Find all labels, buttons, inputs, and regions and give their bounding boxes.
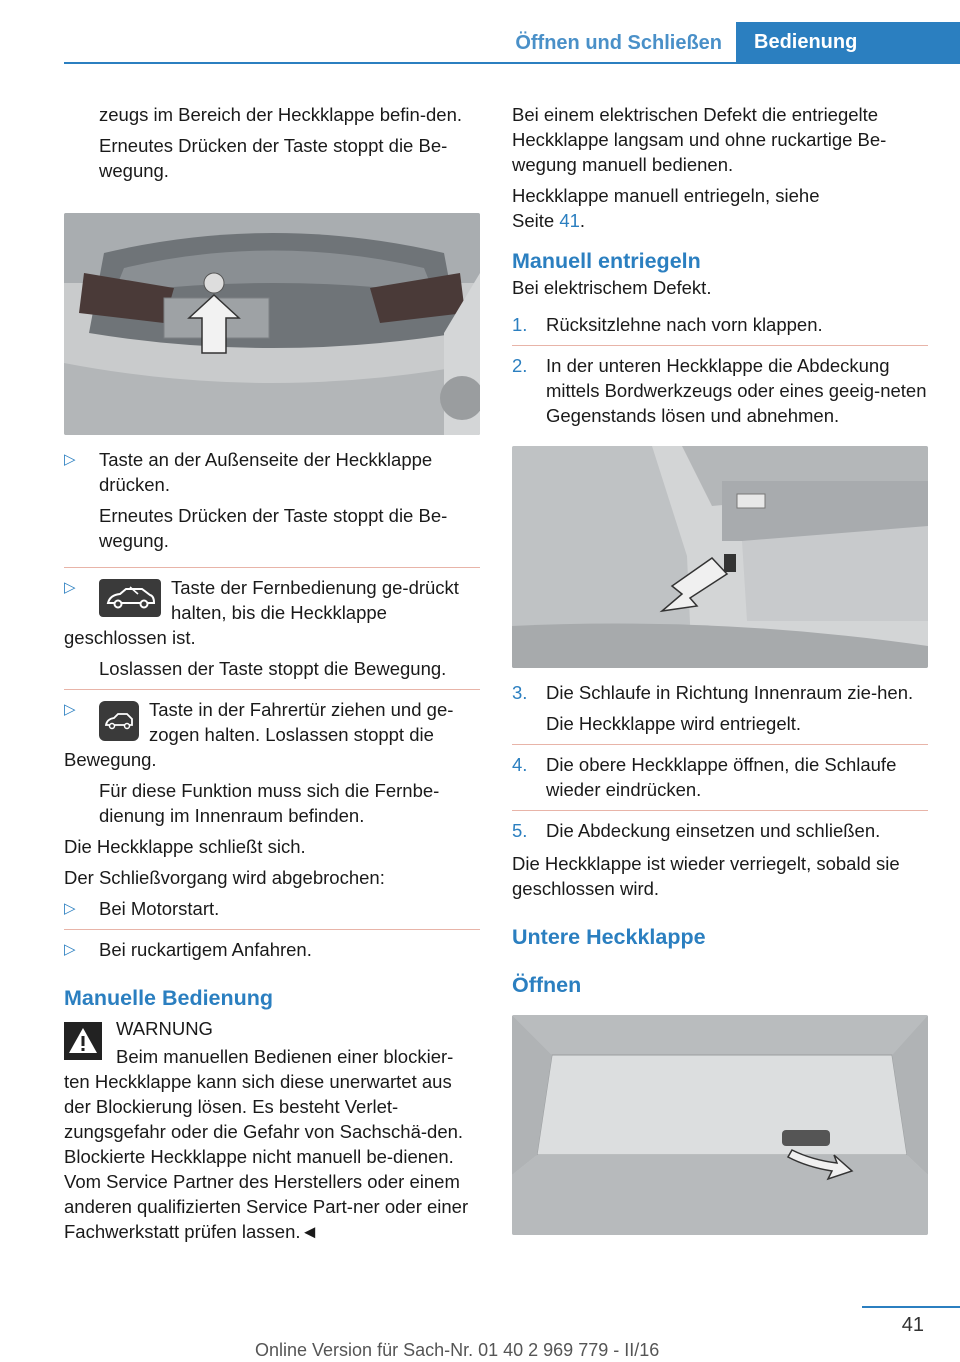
abort-item: ▷ Bei Motorstart. xyxy=(64,898,220,919)
closes-text: Die Heckklappe schließt sich. xyxy=(64,836,306,857)
header-chapter-tab: Bedienung xyxy=(736,22,960,62)
bullet-1-text: Taste an der Außenseite der Heckklappe drücken. xyxy=(99,449,433,495)
electric-defect-text: Bei einem elektrischen Defekt die entriegelte Heckklappe langsam und ohne ruckartige Be-wegung manuell bedienen. xyxy=(512,104,887,175)
step-item: 4. Die obere Heckklappe öffnen, die Schlaufe wieder eindrücken. xyxy=(512,754,897,800)
separator xyxy=(512,345,928,346)
car-remote-icon xyxy=(99,579,161,617)
triangle-right-icon: ▷ xyxy=(64,451,76,468)
intro-text-1: zeugs im Bereich der Heckklappe befin-den. xyxy=(99,104,462,125)
separator xyxy=(64,689,480,690)
page-number: 41 xyxy=(901,1314,924,1336)
bullet-remote-control xyxy=(64,575,480,631)
bullet-2-subtext: Loslassen der Taste stoppt die Bewegung. xyxy=(99,658,447,679)
cargo-cover-image xyxy=(512,446,928,668)
step-item: 2. In der unteren Heckklappe die Abdeckung mittels Bordwerkzeugs oder eines geeig-neten Gegenstands lösen und abnehmen. xyxy=(512,355,927,426)
lower-tailgate-image xyxy=(512,1015,928,1235)
header-rule xyxy=(64,62,960,64)
separator xyxy=(64,929,480,930)
warning-triangle-icon xyxy=(64,1022,102,1060)
tailgate-exterior-image xyxy=(64,213,480,435)
separator xyxy=(512,744,928,745)
triangle-right-icon: ▷ xyxy=(64,941,76,958)
step-item: 5. Die Abdeckung einsetzen und schließen. xyxy=(512,820,881,841)
separator xyxy=(64,567,480,568)
bullet-driver-door xyxy=(64,697,480,753)
manual-unlock-ref: Heckklappe manuell entriegeln, siehe Seite 41. xyxy=(512,185,820,231)
lower-tailgate-heading: Untere Heckklappe xyxy=(512,925,706,949)
locked-text: Die Heckklappe ist wieder verriegelt, sobald sie geschlossen wird. xyxy=(512,853,900,899)
header-section-title: Öffnen und Schließen xyxy=(515,32,722,54)
bullet-outside-button xyxy=(64,447,480,559)
car-door-button-icon xyxy=(99,701,139,741)
step-item: 1. Rücksitzlehne nach vorn klappen. xyxy=(512,314,823,335)
bullet-2-text-b: geschlossen ist. xyxy=(64,627,196,648)
bullet-2-text-a: Taste der Fernbedienung ge-drückt halten, bis die Heckklappe xyxy=(171,577,459,623)
triangle-right-icon: ▷ xyxy=(64,579,76,596)
manual-unlock-heading: Manuell entriegeln xyxy=(512,249,701,273)
warning-title: WARNUNG xyxy=(116,1018,213,1039)
unlock-subtext: Bei elektrischem Defekt. xyxy=(512,277,712,298)
step-item: 3. Die Schlaufe in Richtung Innenraum zie-hen. Die Heckklappe wird entriegelt. xyxy=(512,682,914,734)
left-column xyxy=(64,102,480,1250)
bullet-1-subtext: Erneutes Drücken der Taste stoppt die Be-wegung. xyxy=(99,505,448,551)
triangle-right-icon: ▷ xyxy=(64,900,76,917)
open-heading: Öffnen xyxy=(512,973,582,997)
bullet-3-text-a: Taste in der Fahrertür ziehen und ge-zogen halten. Loslassen stoppt die xyxy=(149,699,454,745)
aborted-text: Der Schließvorgang wird abgebrochen: xyxy=(64,867,385,888)
warning-text-a: Beim manuellen Bedienen einer blockier- xyxy=(116,1046,454,1067)
bullet-3-subtext: Für diese Funktion muss sich die Fernbe-dienung im Innenraum befinden. xyxy=(99,780,440,826)
footer-rule xyxy=(862,1306,960,1308)
separator xyxy=(512,810,928,811)
triangle-right-icon: ▷ xyxy=(64,701,76,718)
bullet-3-text-b: Bewegung. xyxy=(64,749,157,770)
warning-block xyxy=(64,1016,480,1244)
page-link[interactable]: 41 xyxy=(559,210,580,231)
abort-item: ▷ Bei ruckartigem Anfahren. xyxy=(64,939,312,960)
right-column xyxy=(512,102,928,1235)
warning-text-b: ten Heckklappe kann sich diese unerwartet aus der Blockierung lösen. Es besteht Verlet-zungsgefahr oder die Gefahr von Sachschä-den. Blockierte Heckklappe nicht manuell be-dienen. Vom Service Partner des Herstellers oder einem anderen qualifizierten Service Part-ner oder einer Fachwerkstatt prüfen lassen.◄ xyxy=(64,1071,469,1242)
intro-text-2: Erneutes Drücken der Taste stoppt die Be-wegung. xyxy=(99,135,448,181)
manual-operation-heading: Manuelle Bedienung xyxy=(64,986,274,1010)
footer-online-version: Online Version für Sach-Nr. 01 40 2 969 779 - II/16 xyxy=(255,1340,660,1360)
